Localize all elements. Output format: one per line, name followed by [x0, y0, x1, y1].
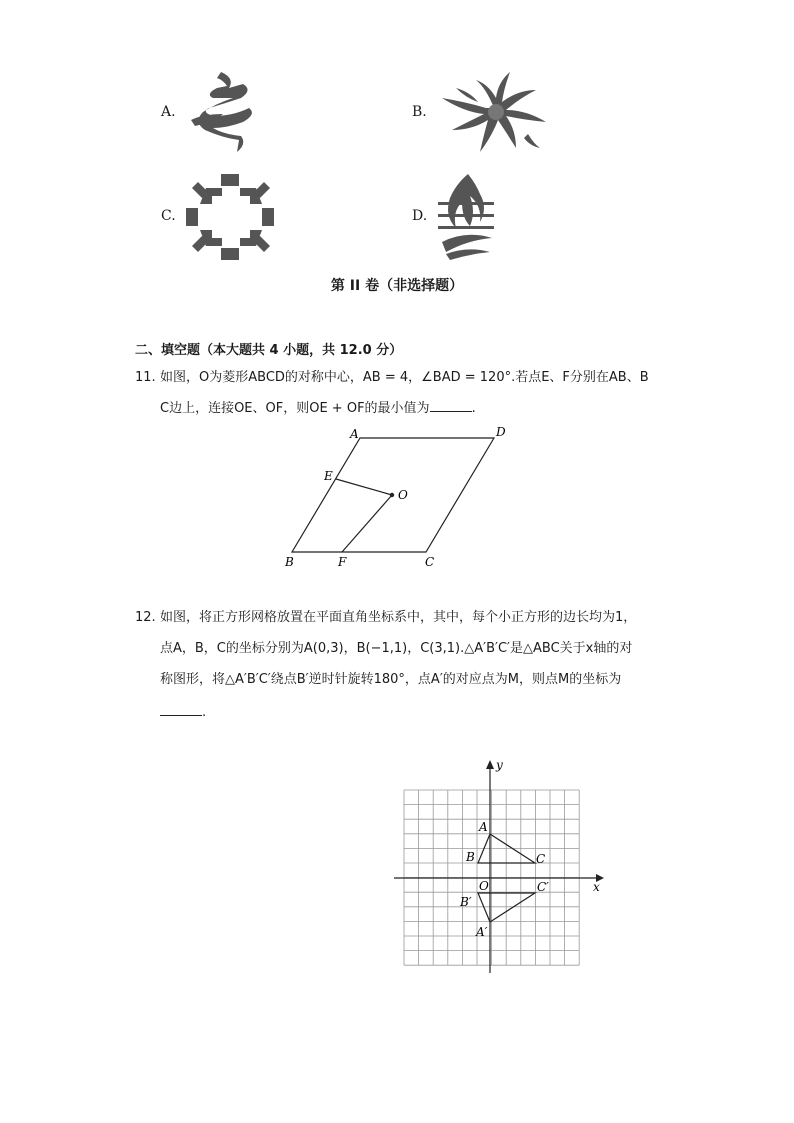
label-c: C [536, 852, 546, 866]
x-axis-label: x [593, 880, 600, 894]
label-c-prime: C′ [537, 880, 549, 894]
answer-blank-11[interactable] [430, 399, 472, 412]
label-b-prime: B′ [460, 895, 472, 909]
y-axis-label: y [496, 758, 503, 772]
answer-blank-12[interactable] [160, 703, 202, 716]
question-11-line-2-text: C边上，连接OE、OF，则OE + OF的最小值为 [160, 401, 430, 416]
coordinate-grid-figure [390, 755, 610, 977]
label-c: C [425, 555, 435, 569]
part-heading: 二、填空题（本大题共 4 小题，共 12.0 分） [135, 343, 403, 358]
rhombus-figure [280, 424, 510, 572]
question-12-line-4-end: . [202, 705, 207, 720]
label-f: F [338, 555, 347, 569]
square-frame-emblem-icon [186, 174, 276, 260]
question-11-number: 11. [135, 370, 156, 385]
flame-torch-emblem-icon [436, 172, 496, 262]
question-11-line-1: 如图，O为菱形ABCD的对称中心，AB = 4，∠BAD = 120°.若点E、F分别在AB、B [160, 370, 649, 385]
label-o: O [398, 488, 408, 502]
label-a-prime: A′ [476, 925, 488, 939]
option-a-label: A. [161, 104, 176, 120]
segment-of [342, 495, 392, 552]
question-12-line-1: 如图，将正方形网格放置在平面直角坐标系中，其中，每个小正方形的边长均为1， [160, 610, 637, 625]
stylized-swirl-emblem-icon [183, 68, 275, 158]
question-12-number: 12. [135, 610, 156, 625]
label-b: B [285, 555, 294, 569]
option-b-label: B. [412, 104, 427, 120]
flower-burst-emblem-icon [436, 68, 552, 158]
question-12-line-2: 点A，B，C的坐标分别为A(0,3)，B(−1,1)，C(3,1).△A′B′C′是△ABC关于x轴的对 [160, 641, 633, 656]
label-d: D [496, 425, 506, 439]
origin-label: O [479, 879, 489, 893]
question-12-line-3: 称图形，将△A′B′C′绕点B′逆时针旋转180°，点A′的对应点为M，则点M的坐标为 [160, 672, 622, 687]
label-e: E [324, 469, 333, 483]
y-axis-arrow [486, 760, 494, 769]
option-d-label: D. [412, 208, 428, 224]
question-11-line-2-end: . [471, 401, 476, 416]
label-a: A [350, 427, 359, 441]
label-a: A [479, 820, 488, 834]
label-b: B [466, 850, 475, 864]
option-c-label: C. [161, 208, 176, 224]
segment-oe [336, 479, 392, 495]
section-title: 第 II 卷（非选择题） [330, 278, 464, 294]
question-11-line-2 [160, 393, 476, 424]
question-12-line-4 [160, 697, 206, 728]
center-point-o [390, 493, 394, 497]
